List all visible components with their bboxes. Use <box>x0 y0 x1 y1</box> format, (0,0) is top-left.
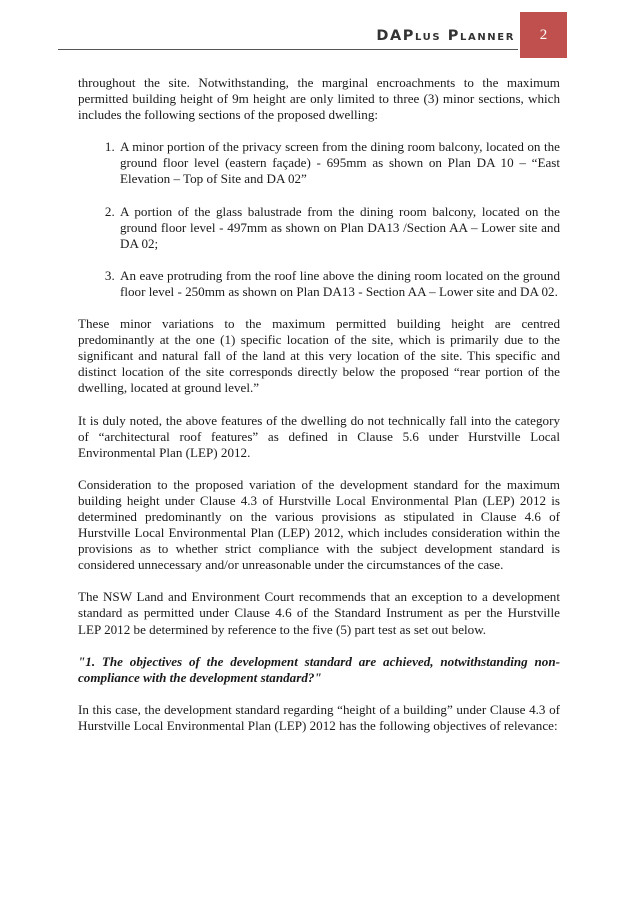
list-item: 2. A portion of the glass balustrade from the dining room balcony, located on the ground floor level - 497mm as shown on Plan DA13 /Section AA – Lower site and DA 02; <box>118 204 560 252</box>
paragraph-court: The NSW Land and Environment Court recommends that an exception to a development standard as permitted under Clause 4.6 of the Standard Instrument as per the Hurstville LEP 2012 be determined by reference to the five (5) part test as set out below. <box>78 589 560 637</box>
question-heading: "1. The objectives of the development standard are achieved, notwithstanding non-compliance with the development standard?" <box>78 653 560 685</box>
list-item: 3. An eave protruding from the roof line above the dining room located on the ground floor level - 250mm as shown on Plan DA13 - Section AA – Lower site and DA 02. <box>118 268 560 300</box>
document-body <box>78 75 560 750</box>
paragraph-minor-variations: These minor variations to the maximum permitted building height are centred predominantly at the one (1) specific location of the site, which is primarily due to the significant and natural fall of the land at this very location of the site. This specific and distinct location of the site corresponds directly below the proposed “rear portion of the dwelling, located at ground level.” <box>78 316 560 396</box>
page-number-badge: 2 <box>520 12 567 58</box>
list-item: 1. A minor portion of the privacy screen from the dining room balcony, located on the ground floor level (eastern façade) - 695mm as shown on Plan DA 10 – “East Elevation – Top of Site and DA 02” <box>118 139 560 187</box>
page-header <box>0 0 637 60</box>
paragraph-architectural-features: It is duly noted, the above features of the dwelling do not technically fall into the category of “architectural roof features” as defined in Clause 5.6 under Hurstville Local Environmental Plan (LEP) 2012. <box>78 412 560 460</box>
paragraph-objectives: In this case, the development standard regarding “height of a building” under Clause 4.3 of Hurstville Local Environmental Plan (LEP) 2012 has the following objectives of relevance: <box>78 701 560 733</box>
paragraph-consideration: Consideration to the proposed variation of the development standard for the maximum building height under Clause 4.3 of Hurstville Local Environmental Plan (LEP) 2012 is determined predominantly on the various provisions as stipulated in Clause 4.6 of Hurstville Local Environmental Plan (LEP) 2012, which includes consideration within the provisions as to whether strict compliance with the subject development standard is considered unnecessary and/or unreasonable under the circumstances of the case. <box>78 476 560 573</box>
encroachment-list <box>78 139 560 300</box>
paragraph-intro: throughout the site. Notwithstanding, the marginal encroachments to the maximum permitted building height of 9m height are only limited to three (3) minor sections, which includes the following sections of the proposed dwelling: <box>78 75 560 123</box>
header-divider <box>58 49 518 50</box>
header-title: DAPlus Planner <box>376 28 515 44</box>
